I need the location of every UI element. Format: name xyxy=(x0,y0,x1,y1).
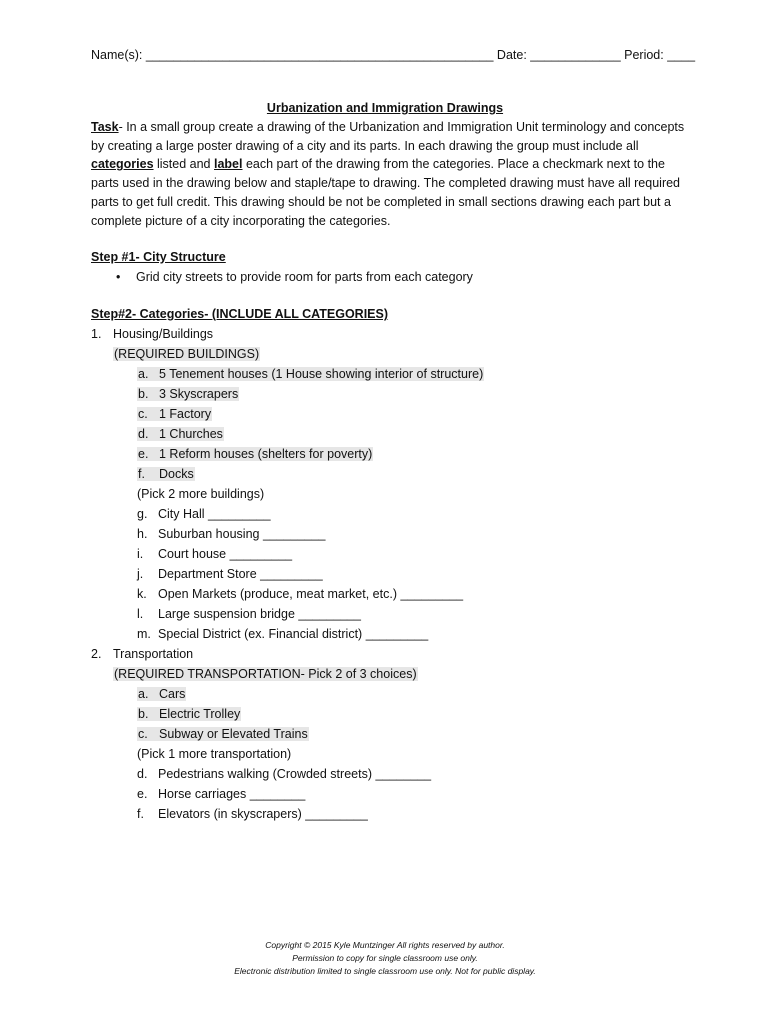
list-item-text: Cars xyxy=(159,687,186,701)
document-title: Urbanization and Immigration Drawings xyxy=(266,101,504,115)
task-text-2: listed and xyxy=(153,157,214,172)
list-item-letter: d. xyxy=(138,427,149,441)
list-item-text: Subway or Elevated Trains xyxy=(159,727,308,741)
list-item-letter: g. xyxy=(137,507,148,521)
list-item xyxy=(137,765,431,783)
list-item-content xyxy=(137,607,361,621)
list-item-text: Docks xyxy=(159,467,194,481)
list-item xyxy=(137,705,241,723)
list-item-letter: c. xyxy=(138,407,148,421)
step1-bullet xyxy=(116,268,473,286)
step1-heading: Step #1- City Structure xyxy=(91,250,226,264)
list-item-content xyxy=(137,807,368,821)
task-text-1: - In a small group create a drawing of the Urbanization and Immigration Unit terminology and concepts by creating a large poster drawing of a city and its parts. In each drawing the group must include all xyxy=(91,120,685,153)
list-item-text: Electric Trolley xyxy=(159,707,241,721)
list-item-content xyxy=(137,427,224,441)
list-item-content xyxy=(137,467,195,481)
list-item-letter: l. xyxy=(137,607,144,621)
list-item xyxy=(137,365,484,383)
list-item-content xyxy=(137,767,431,781)
list-item-content xyxy=(137,547,292,561)
list-item xyxy=(137,605,361,623)
list-item-content xyxy=(137,367,484,381)
list-item xyxy=(137,725,309,743)
bullet-icon: • xyxy=(116,270,121,284)
footer-permission: Permission to copy for single classroom use only. xyxy=(292,953,478,963)
task-categories-word: categories xyxy=(91,157,154,172)
list-item-text: 3 Skyscrapers xyxy=(159,387,239,401)
pick-buildings-label: (Pick 2 more buildings) xyxy=(137,487,265,501)
name-date-period-header: Name(s): __________________________________________________ Date: _____________ Period: ____ xyxy=(91,48,696,62)
list-item-letter: b. xyxy=(138,387,149,401)
list-item-letter: f. xyxy=(137,807,144,821)
list-item-content xyxy=(137,587,463,601)
category-name: Housing/Buildings xyxy=(113,327,214,341)
list-item-text: 1 Churches xyxy=(159,427,223,441)
list-item-content xyxy=(137,627,428,641)
task-paragraph xyxy=(91,118,691,230)
list-item-content xyxy=(137,527,326,541)
list-item-content xyxy=(137,687,186,701)
list-item-content xyxy=(137,407,212,421)
list-item-letter: h. xyxy=(137,527,148,541)
list-item-letter: j. xyxy=(137,567,144,581)
step2-heading: Step#2- Categories- (INCLUDE ALL CATEGORIES) xyxy=(91,307,389,321)
list-item xyxy=(137,465,195,483)
list-item-letter: f. xyxy=(138,467,145,481)
list-item-text: Elevators (in skyscrapers) _________ xyxy=(158,807,368,821)
step1-bullet-text: Grid city streets to provide room for parts from each category xyxy=(136,270,473,284)
required-transportation-label: (REQUIRED TRANSPORTATION- Pick 2 of 3 choices) xyxy=(114,667,417,681)
list-item xyxy=(137,405,212,423)
list-item-text: Suburban housing _________ xyxy=(158,527,326,541)
list-item xyxy=(137,565,323,583)
list-item-letter: e. xyxy=(138,447,149,461)
list-item-text: 1 Factory xyxy=(159,407,212,421)
list-item-text: Large suspension bridge _________ xyxy=(158,607,361,621)
list-item xyxy=(137,545,292,563)
list-item-content xyxy=(137,567,323,581)
category-housing xyxy=(91,325,213,343)
list-item-text: 5 Tenement houses (1 House showing interior of structure) xyxy=(159,367,484,381)
list-item-text: Special District (ex. Financial district) _________ xyxy=(158,627,429,641)
list-item-letter: d. xyxy=(137,767,148,781)
list-item-content xyxy=(137,707,241,721)
list-item xyxy=(137,785,305,803)
task-label: Task xyxy=(91,120,119,134)
list-item-content xyxy=(137,387,239,401)
category-number: 1. xyxy=(91,327,102,341)
list-item-content xyxy=(137,727,309,741)
task-label-word: label xyxy=(214,157,243,172)
list-item-content xyxy=(137,507,271,521)
list-item xyxy=(137,805,368,823)
list-item-letter: a. xyxy=(138,367,149,381)
list-item-letter: i. xyxy=(137,547,144,561)
task-text-3: each part of the drawing from the categories. Place a checkmark next to the parts used in the drawing below and staple/tape to drawing. The completed drawing must have all required parts to get full credit. This drawing should be not be completed in small sections drawing each part but a complete picture of a city incorporating the categories. xyxy=(91,157,681,228)
list-item-content xyxy=(137,447,373,461)
list-item-letter: e. xyxy=(137,787,148,801)
list-item-letter: c. xyxy=(138,727,148,741)
pick-transportation-label: (Pick 1 more transportation) xyxy=(137,747,292,761)
list-item-letter: a. xyxy=(138,687,149,701)
list-item-text: 1 Reform houses (shelters for poverty) xyxy=(159,447,373,461)
list-item-text: Department Store _________ xyxy=(158,567,323,581)
list-item-letter: b. xyxy=(138,707,149,721)
list-item-text: Court house _________ xyxy=(158,547,293,561)
list-item-text: Horse carriages ________ xyxy=(158,787,306,801)
category-transportation xyxy=(91,645,193,663)
list-item xyxy=(137,505,271,523)
footer-copyright: Copyright © 2015 Kyle Muntzinger All rights reserved by author. xyxy=(265,940,505,950)
list-item-content xyxy=(137,787,305,801)
list-item-text: City Hall _________ xyxy=(158,507,271,521)
list-item xyxy=(137,445,373,463)
list-item xyxy=(137,425,224,443)
list-item xyxy=(137,385,239,403)
category-number: 2. xyxy=(91,647,102,661)
list-item-letter: m. xyxy=(137,627,151,641)
list-item-letter: k. xyxy=(137,587,147,601)
list-item xyxy=(137,525,326,543)
list-item xyxy=(137,585,463,603)
required-buildings-label: (REQUIRED BUILDINGS) xyxy=(114,347,260,361)
list-item-text: Open Markets (produce, meat market, etc.) _________ xyxy=(158,587,464,601)
list-item xyxy=(137,625,428,643)
list-item xyxy=(137,685,186,703)
category-name: Transportation xyxy=(113,647,194,661)
list-item-text: Pedestrians walking (Crowded streets) ________ xyxy=(158,767,432,781)
footer-distribution: Electronic distribution limited to single classroom use only. Not for public display. xyxy=(234,966,536,976)
